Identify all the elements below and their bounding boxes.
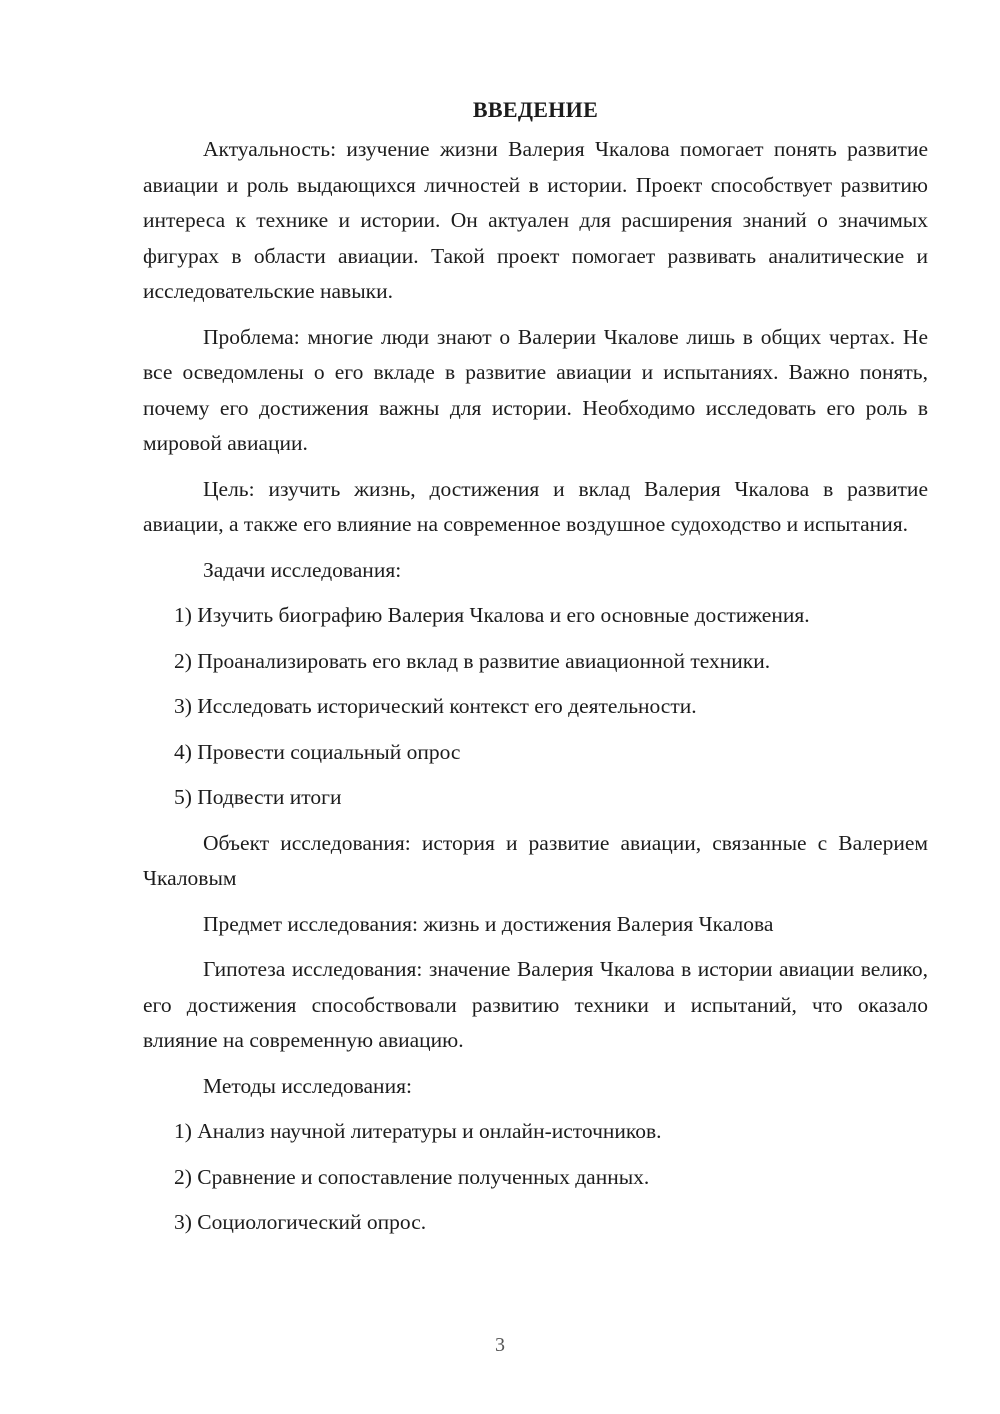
goal-paragraph: Цель: изучить жизнь, достижения и вклад Валерия Чкалова в развитие авиации, а также его влияние на современное воздушное судоходство и испытания.	[143, 476, 928, 536]
object-paragraph: Объект исследования: история и развитие авиации, связанные с Валерием Чкаловым	[143, 830, 928, 890]
task-item: 2) Проанализировать его вклад в развитие авиационной техники.	[174, 648, 771, 673]
page-number: 3	[495, 1334, 505, 1356]
method-item: 1) Анализ научной литературы и онлайн-источников.	[174, 1119, 662, 1143]
method-item: 2) Сравнение и сопоставление полученных данных.	[174, 1164, 650, 1189]
document-page	[143, 96, 928, 1251]
method-item: 3) Социологический опрос.	[174, 1210, 427, 1234]
hypothesis-paragraph: Гипотеза исследования: значение Валерия Чкалова в истории авиации велико, его достижения способствовали развитию техники и испытаний, что оказало влияние на современную авиацию.	[143, 957, 928, 1052]
task-item: 5) Подвести итоги	[174, 785, 342, 809]
task-item: 4) Провести социальный опрос	[174, 739, 461, 764]
task-item: 1) Изучить биографию Валерия Чкалова и его основные достижения.	[174, 603, 810, 627]
relevance-paragraph: Актуальность: изучение жизни Валерия Чкалова помогает понять развитие авиации и роль выдающихся личностей в истории. Проект способствует развитию интереса к технике и истории. Он актуален для расширения знаний о значимых фигурах в области авиации. Такой проект помогает развивать аналитические и исследовательские навыки.	[143, 137, 928, 303]
subject-paragraph: Предмет исследования: жизнь и достижения Валерия Чкалова	[203, 911, 774, 936]
methods-heading: Методы исследования:	[203, 1073, 412, 1098]
tasks-heading: Задачи исследования:	[203, 557, 402, 582]
page-title: ВВЕДЕНИЕ	[472, 97, 599, 122]
problem-paragraph: Проблема: многие люди знают о Валерии Чкалове лишь в общих чертах. Не все осведомлены о его вкладе в развитие авиации и испытаниях. Важно понять, почему его достижения важны для истории. Необходимо исследовать его роль в мировой авиации.	[143, 324, 928, 455]
task-item: 3) Исследовать исторический контекст его деятельности.	[174, 694, 697, 718]
